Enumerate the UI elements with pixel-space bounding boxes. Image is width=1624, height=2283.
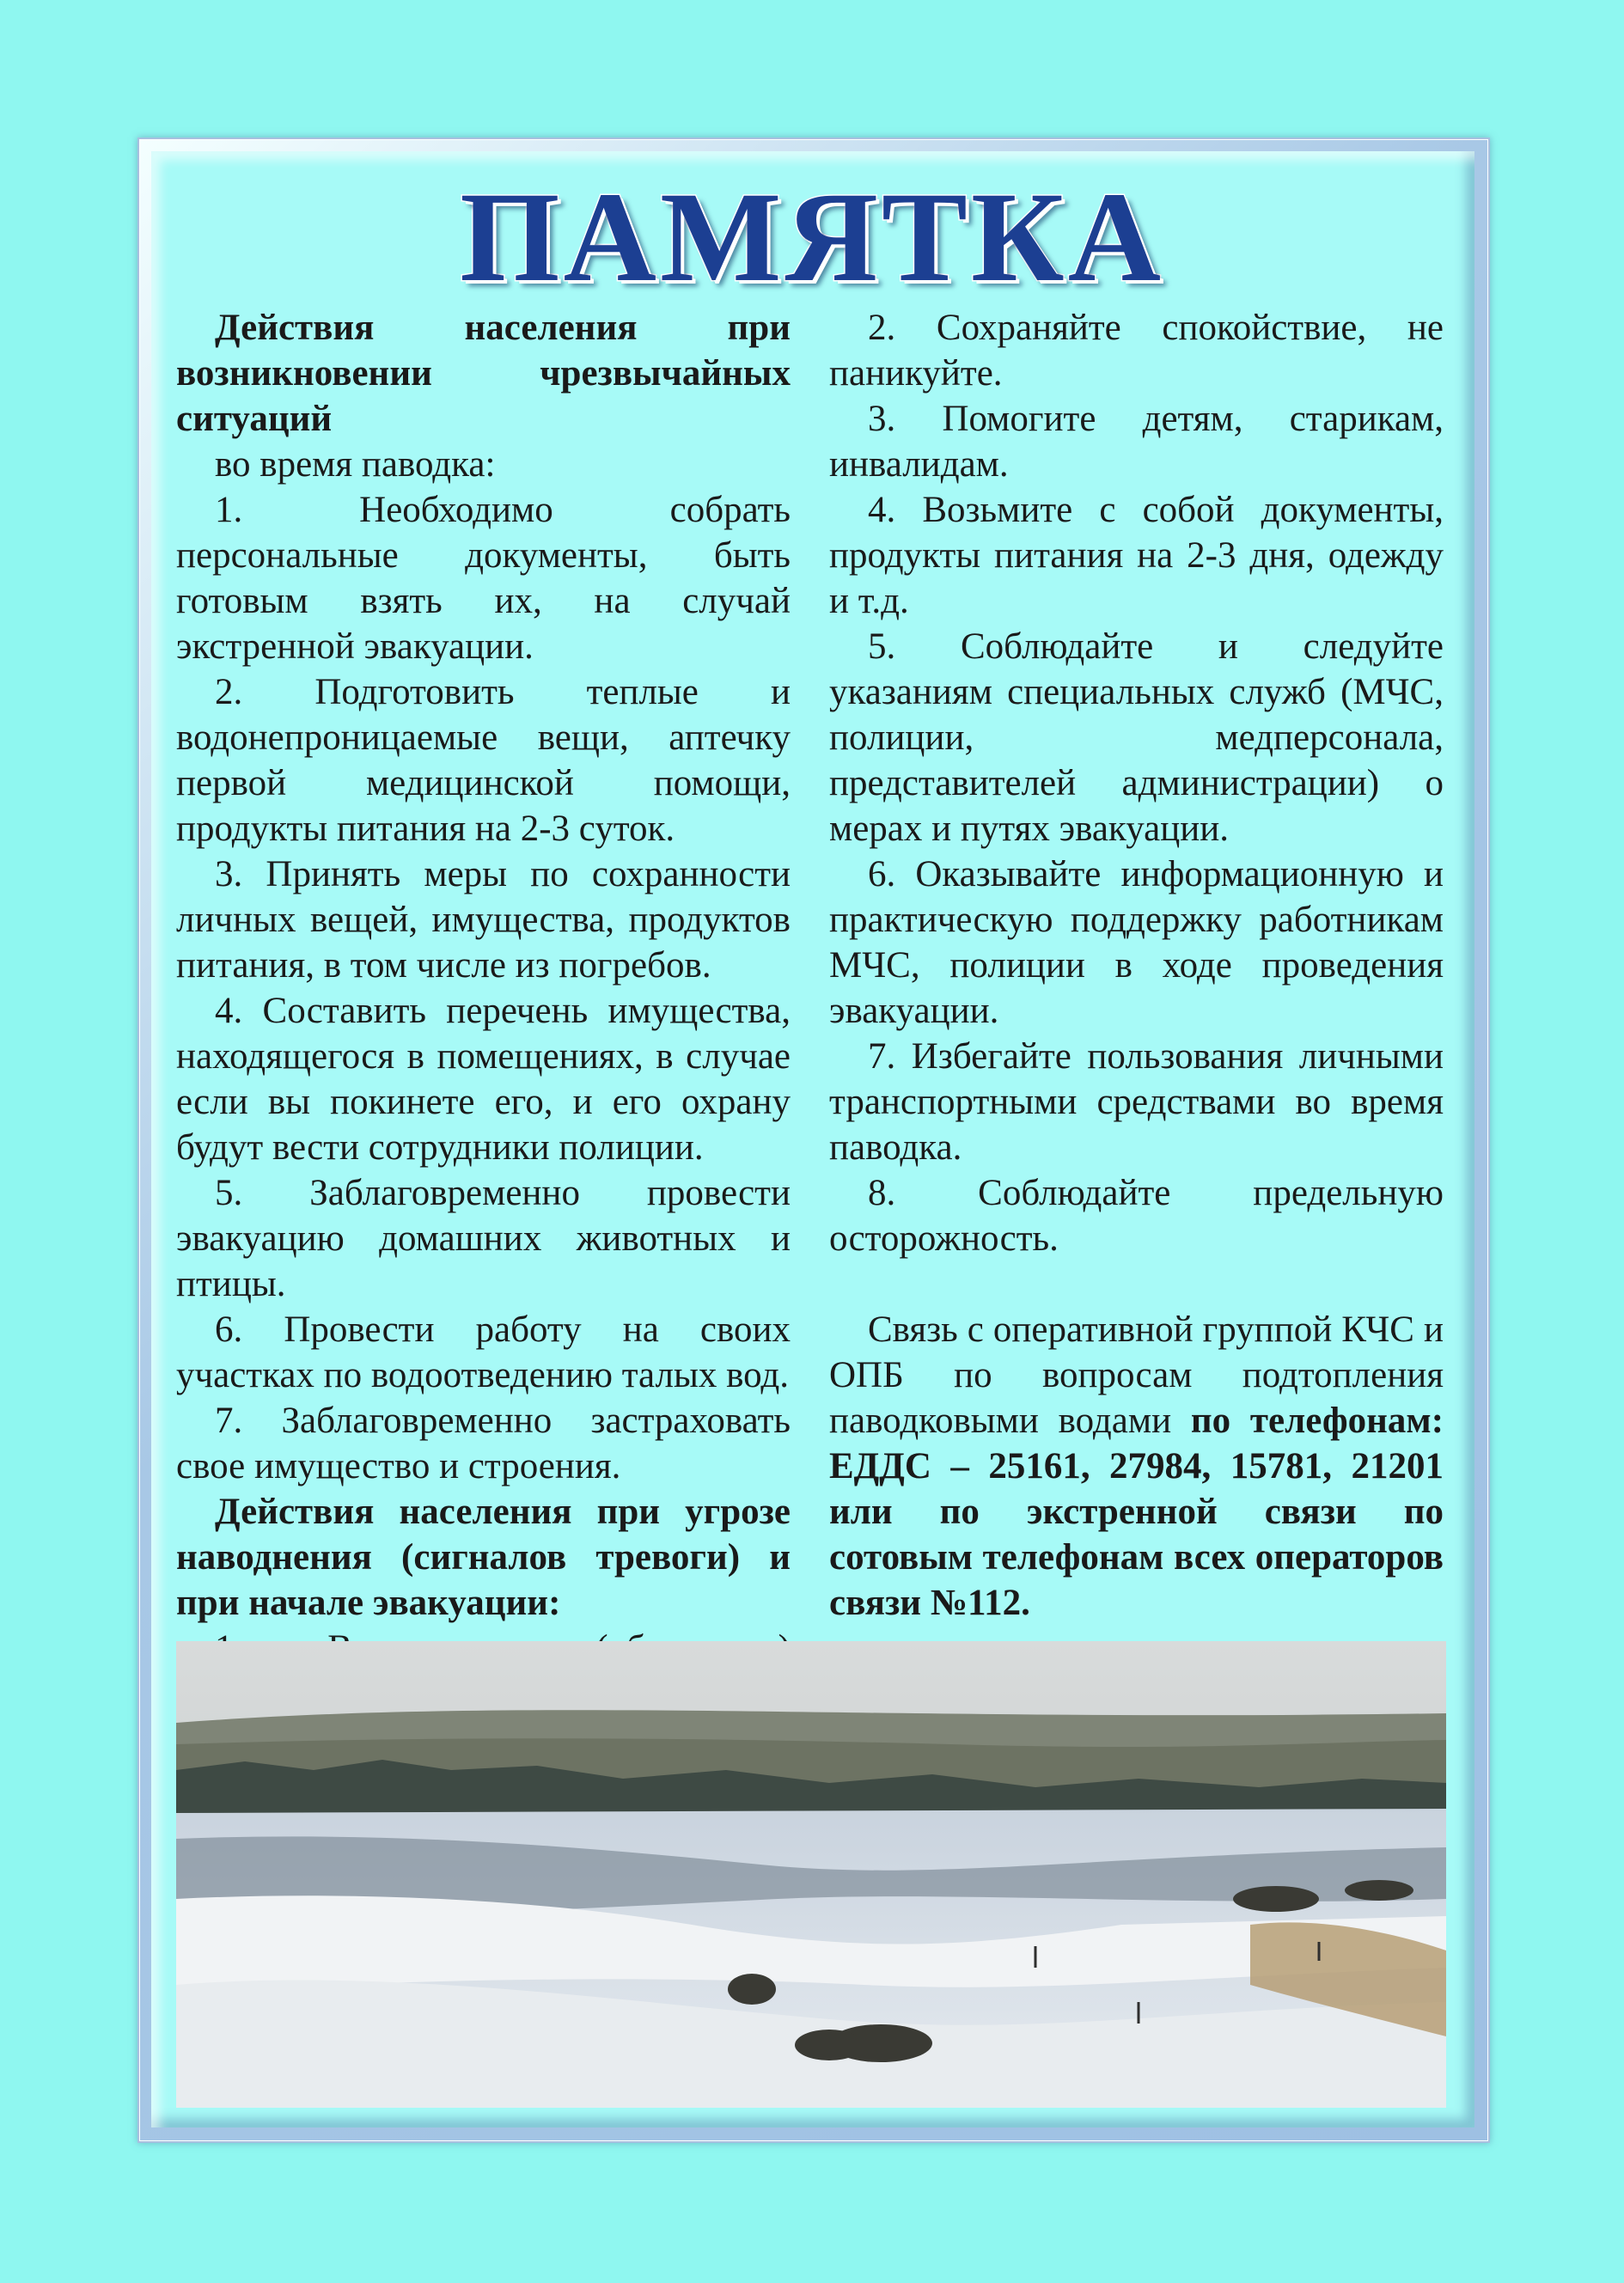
list-item: 5. Заблаговременно провести эвакуацию домашних животных и птицы. (176, 1173, 791, 1304)
list-item: 4. Возьмите с собой документы, продукты питания на 2-3 дня, одежду и т.д. (829, 490, 1444, 621)
right-column (829, 305, 1444, 1626)
list-item: 3. Принять меры по сохранности личных вещей, имущества, продуктов питания, в том числе из погребов. (176, 854, 791, 986)
contact-text: Связь с оперативной группой КЧС и ОПБ по вопросам подтопления паводковыми водами (829, 1309, 1444, 1441)
list-item: 6. Оказывайте информационную и практическую поддержку работникам МЧС, полиции в ходе проведения эвакуации. (829, 854, 1444, 1031)
contact-info (829, 1307, 1444, 1626)
list-item: 8. Соблюдайте предельную осторожность. (829, 1173, 1444, 1259)
list-item: 7. Заблаговременно застраховать свое имущество и строения. (176, 1401, 791, 1486)
list-item: 4. Составить перечень имущества, находящегося в помещениях, в случае если вы покинете его, и его охрану будут вести сотрудники полиции. (176, 991, 791, 1168)
list-item: 2. Подготовить теплые и водонепроницаемые вещи, аптечку первой медицинской помощи, продукты питания на 2-3 суток. (176, 672, 791, 849)
list-item: 1. Необходимо собрать персональные документы, быть готовым взять их, на случай экстренной эвакуации. (176, 490, 791, 667)
flood-landscape-photo (176, 1641, 1446, 2108)
contact-phones: по телефонам: ЕДДС – 25161, 27984, 15781, 21201 или по экстренной связи по сотовым телефонам всех операторов связи №112. (829, 1401, 1444, 1623)
section-heading-emergency: Действия населения при возникновении чрезвычайных ситуаций (176, 308, 791, 439)
list-item: 6. Провести работу на своих участках по водоотведению талых вод. (176, 1309, 791, 1395)
list-item: 3. Помогите детям, старикам, инвалидам. (829, 399, 1444, 485)
section-subheading-flood: во время паводка: (215, 444, 496, 485)
list-item: 7. Избегайте пользования личными транспортными средствами во время паводка. (829, 1036, 1444, 1168)
page-title: ПАМЯТКА (459, 166, 1165, 308)
list-item: 2. Сохраняйте спокойствие, не паникуйте. (829, 308, 1444, 394)
left-column (176, 305, 791, 1717)
list-item: 5. Соблюдайте и следуйте указаниям специальных служб (МЧС, полиции, медперсонала, представителей администрации) о мерах и путях эвакуации. (829, 626, 1444, 849)
section-heading-evacuation: Действия населения при угрозе наводнения (сигналов тревоги) и при начале эвакуации: (176, 1492, 791, 1623)
